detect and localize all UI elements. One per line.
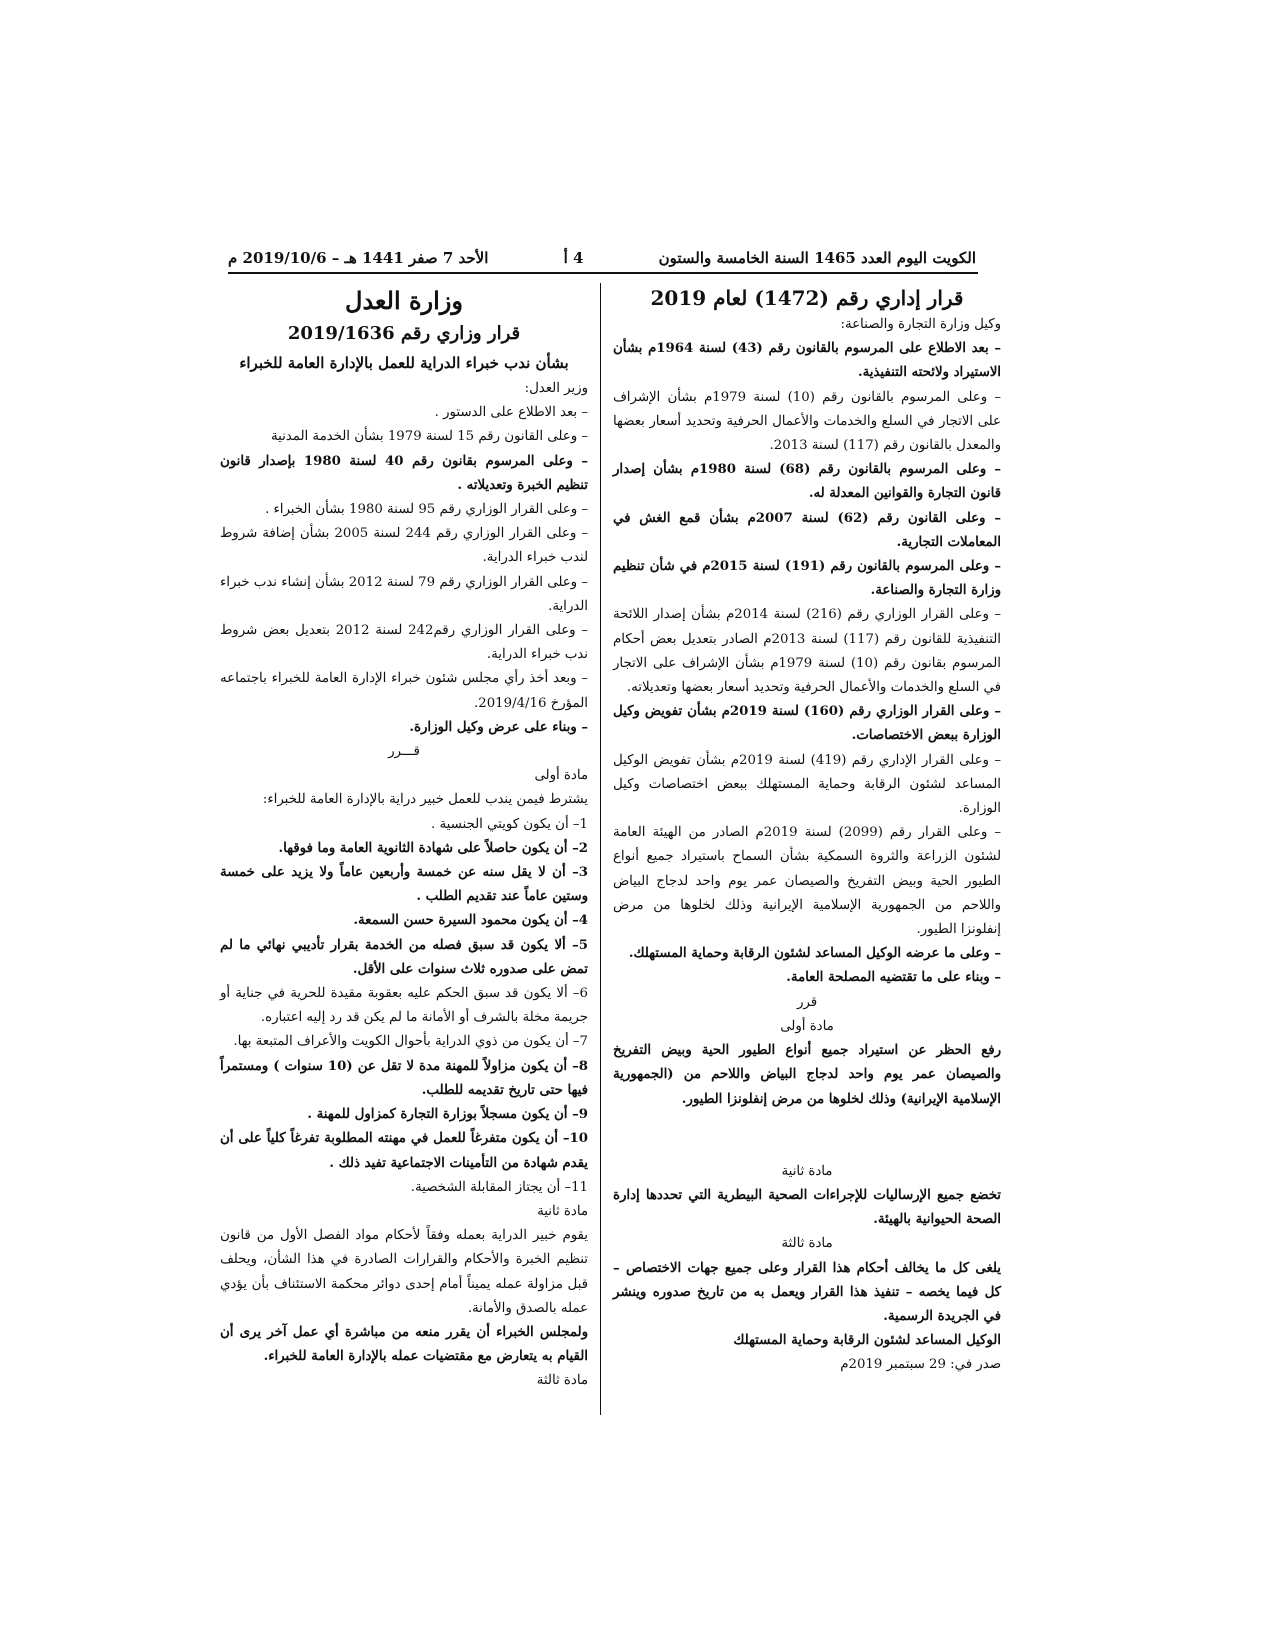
article-heading: مادة ثانية bbox=[781, 1163, 833, 1179]
list-item: 6– ألا يكون قد سبق الحكم عليه بعقوبة مقيدة للحرية في جناية أو جريمة مخلة بالشرف أو الأمانة ما لم يكن قد رد إليه اعتباره. bbox=[220, 986, 588, 1026]
article-intro: يشترط فيمن يندب للعمل خبير دراية بالإدارة العامة للخبراء: bbox=[262, 792, 588, 808]
article-text: يقوم خبير الدراية بعمله وفقاً لأحكام مواد الفصل الأول من قانون تنظيم الخبرة والأحكام والقرارات الصادرة في هذا الشأن، ويحلف قبل مزاولة عمله يميناً أمام إحدى دوائر محكمة الاستئناف بأن يؤدي عمله بالصدق والأمانة. bbox=[220, 1228, 588, 1316]
list-item: 5– ألا يكون قد سبق فصله من الخدمة بقرار تأديبي نهائي ما لم تمض على صدوره ثلاث سنوات على الأقل. bbox=[220, 937, 588, 977]
list-item: 9– أن يكون مسجلاً بوزارة التجارة كمزاول للمهنة . bbox=[307, 1107, 588, 1123]
spacer bbox=[613, 1112, 1001, 1160]
left-preamble bbox=[220, 377, 588, 740]
right-column bbox=[613, 283, 1001, 1378]
list-item: 2– أن يكون حاصلاً على شهادة الثانوية العامة وما فوقها. bbox=[278, 840, 588, 856]
article-heading: مادة أولى bbox=[534, 768, 588, 784]
paragraph: – وعلى القرار الوزاري رقم 79 لسنة 2012 بشأن إنشاء ندب خبراء الدراية. bbox=[220, 574, 589, 614]
paragraph: وكيل وزارة التجارة والصناعة: bbox=[840, 317, 1001, 332]
paragraph: – وعلى القرار الوزاري رقم (160) لسنة 2019م بشأن تفويض وكيل الوزارة ببعض الاختصاصات. bbox=[613, 704, 1002, 744]
paragraph: – بعد الاطلاع على الدستور . bbox=[434, 405, 588, 421]
paragraph: – وعلى القانون رقم 15 لسنة 1979 بشأن الخدمة المدنية bbox=[270, 429, 588, 445]
list-item: 8– أن يكون مزاولاً للمهنة مدة لا تقل عن (10 سنوات ) ومستمراً فيها حتى تاريخ تقديمه للطلب. bbox=[220, 1058, 588, 1098]
article-heading: مادة أولى bbox=[780, 1018, 834, 1034]
paragraph: – وعلى القرار الوزاري رقم 244 لسنة 2005 بشأن إضافة شروط لندب خبراء الدراية. bbox=[220, 526, 589, 566]
article-heading: مادة ثالثة bbox=[536, 1373, 588, 1389]
list-item: 10– أن يكون متفرغاً للعمل في مهنته المطلوبة تفرغاً كلياً على أن يقدم شهادة من التأمينات الاجتماعية تفيد ذلك . bbox=[220, 1131, 588, 1171]
list-item: 3– أن لا يقل سنه عن خمسة وأربعين عاماً ولا يزيد على خمسة وستين عاماً عند تقديم الطلب . bbox=[220, 865, 588, 905]
column-divider bbox=[600, 283, 601, 1415]
paragraph: – وعلى القرار الوزاري رقم (216) لسنة 2014م بشأن إصدار اللائحة التنفيذية للقانون رقم (117) لسنة 2013م الصادر بتعديل بعض أحكام المرسوم بقانون رقم (10) لسنة 1979م بشأن الإشراف على الاتجار في السلع والخدمات والأعمال الحرفية وتحديد أسعار بعضها وتعديلاته. bbox=[613, 607, 1002, 696]
ministry-title: وزارة العدل bbox=[345, 286, 463, 315]
left-column bbox=[220, 283, 588, 1394]
list-item: 7– أن يكون من ذوي الدراية بأحوال الكويت والأعراف المتبعة بها. bbox=[233, 1034, 588, 1050]
decision-title-left: قرار وزاري رقم 2019/1636 bbox=[287, 323, 521, 344]
header-rule bbox=[228, 272, 978, 274]
paragraph: – وعلى القرار الوزاري رقم 95 لسنة 1980 بشأن الخبراء . bbox=[265, 502, 588, 518]
conditions-list bbox=[220, 813, 588, 1200]
paragraph: – وعلى المرسوم بالقانون رقم (10) لسنة 1979م بشأن الإشراف على الاتجار في السلع والخدمات والأعمال الحرفية وتحديد أسعار بعضها والمعدل بالقانون رقم (117) لسنة 2013. bbox=[613, 389, 1001, 454]
paragraph: – بعد الاطلاع على المرسوم بالقانون رقم (43) لسنة 1964م بشأن الاستيراد ولائحته التنفيذية. bbox=[613, 341, 1001, 381]
signature: الوكيل المساعد لشئون الرقابة وحماية المستهلك bbox=[733, 1333, 1001, 1349]
paragraph: وزير العدل: bbox=[524, 381, 588, 396]
page-header bbox=[228, 246, 976, 270]
list-item: 4– أن يكون محمود السيرة حسن السمعة. bbox=[353, 913, 588, 929]
right-preamble bbox=[613, 313, 1001, 991]
page-number: 4 أ bbox=[563, 249, 584, 267]
article-heading: مادة ثالثة bbox=[781, 1236, 833, 1252]
article-heading: مادة ثانية bbox=[537, 1203, 588, 1219]
decided-label: قرر bbox=[796, 994, 818, 1010]
paragraph: – وبناء على عرض وكيل الوزارة. bbox=[409, 719, 588, 735]
list-item: 11– أن يجتاز المقابلة الشخصية. bbox=[410, 1179, 588, 1195]
paragraph: – وعلى المرسوم بالقانون رقم (191) لسنة 2015م في شأن تنظيم وزارة التجارة والصناعة. bbox=[613, 559, 1002, 599]
issued-date: صدر في: 29 سبتمبر 2019م bbox=[840, 1357, 1001, 1373]
list-item: 1– أن يكون كويتي الجنسية . bbox=[431, 816, 588, 832]
paragraph: – وعلى القرار الإداري رقم (419) لسنة 2019م بشأن تفويض الوكيل المساعد لشئون الرقابة وحماية المستهلك ببعض اختصاصات وكيل الوزارة. bbox=[613, 752, 1001, 817]
decision-subject: بشأن ندب خبراء الدراية للعمل بالإدارة العامة للخبراء bbox=[239, 354, 569, 372]
decided-label: قـــرر bbox=[388, 744, 420, 760]
article-text: رفع الحظر عن استيراد جميع أنواع الطيور الحية وبيض التفريخ والصيصان عمر يوم واحد لدجاج البياض واللاحم من (الجمهورية الإسلامية الإيرانية) وذلك لخلوها من مرض إنفلونزا الطيور. bbox=[613, 1043, 1001, 1107]
article-text: تخضع جميع الإرساليات للإجراءات الصحية البيطرية التي تحددها إدارة الصحة الحيوانية بالهيئة. bbox=[613, 1187, 1001, 1228]
paragraph: – وعلى المرسوم بالقانون رقم (68) لسنة 1980م بشأن إصدار قانون التجارة والقوانين المعدلة له. bbox=[613, 462, 1002, 502]
paragraph: – وبناء على ما تقتضيه المصلحة العامة. bbox=[786, 970, 1001, 986]
paragraph: – وعلى ما عرضه الوكيل المساعد لشئون الرقابة وحماية المستهلك. bbox=[628, 946, 1001, 962]
paragraph: – وعلى القانون رقم (62) لسنة 2007م بشأن قمع الغش في المعاملات التجارية. bbox=[613, 510, 1001, 550]
paragraph: – وبعد أخذ رأي مجلس شئون خبراء الإدارة العامة للخبراء باجتماعه المؤرخ 2019/4/16. bbox=[220, 671, 588, 711]
issue-date: الأحد 7 صفر 1441 هـ – 2019/10/6 م bbox=[228, 249, 489, 267]
decision-title-right: قرار إداري رقم (1472) لعام 2019 bbox=[650, 286, 964, 310]
article-text: يلغى كل ما يخالف أحكام هذا القرار وعلى جميع جهات الاختصاص – كل فيما يخصه – تنفيذ هذا القرار ويعمل به من تاريخ صدوره وينشر في الجريدة الرسمية. bbox=[613, 1260, 1001, 1324]
article-text: ولمجلس الخبراء أن يقرر منعه من مباشرة أي عمل آخر يرى أن القيام به يتعارض مع مقتضيات عمله بالإدارة العامة للخبراء. bbox=[220, 1324, 588, 1365]
gazette-issue: الكويت اليوم العدد 1465 السنة الخامسة والستون bbox=[658, 249, 976, 267]
paragraph: – وعلى المرسوم بقانون رقم 40 لسنة 1980 بإصدار قانون تنظيم الخبرة وتعديلاته . bbox=[220, 453, 588, 493]
paragraph: – وعلى القرار الوزاري رقم242 لسنة 2012 بتعديل بعض شروط ندب خبراء الدراية. bbox=[220, 623, 588, 663]
paragraph: – وعلى القرار رقم (2099) لسنة 2019م الصادر من الهيئة العامة لشئون الزراعة والثروة السمكية بشأن السماح باستيراد جميع أنواع الطيور الحية وبيض التفريخ والصيصان عمر يوم واحد لدجاج البياض واللاحم من الجمهورية الإسلامية الإيرانية وذلك لخلوها من مرض إنفلونزا الطيور. bbox=[613, 825, 1001, 938]
